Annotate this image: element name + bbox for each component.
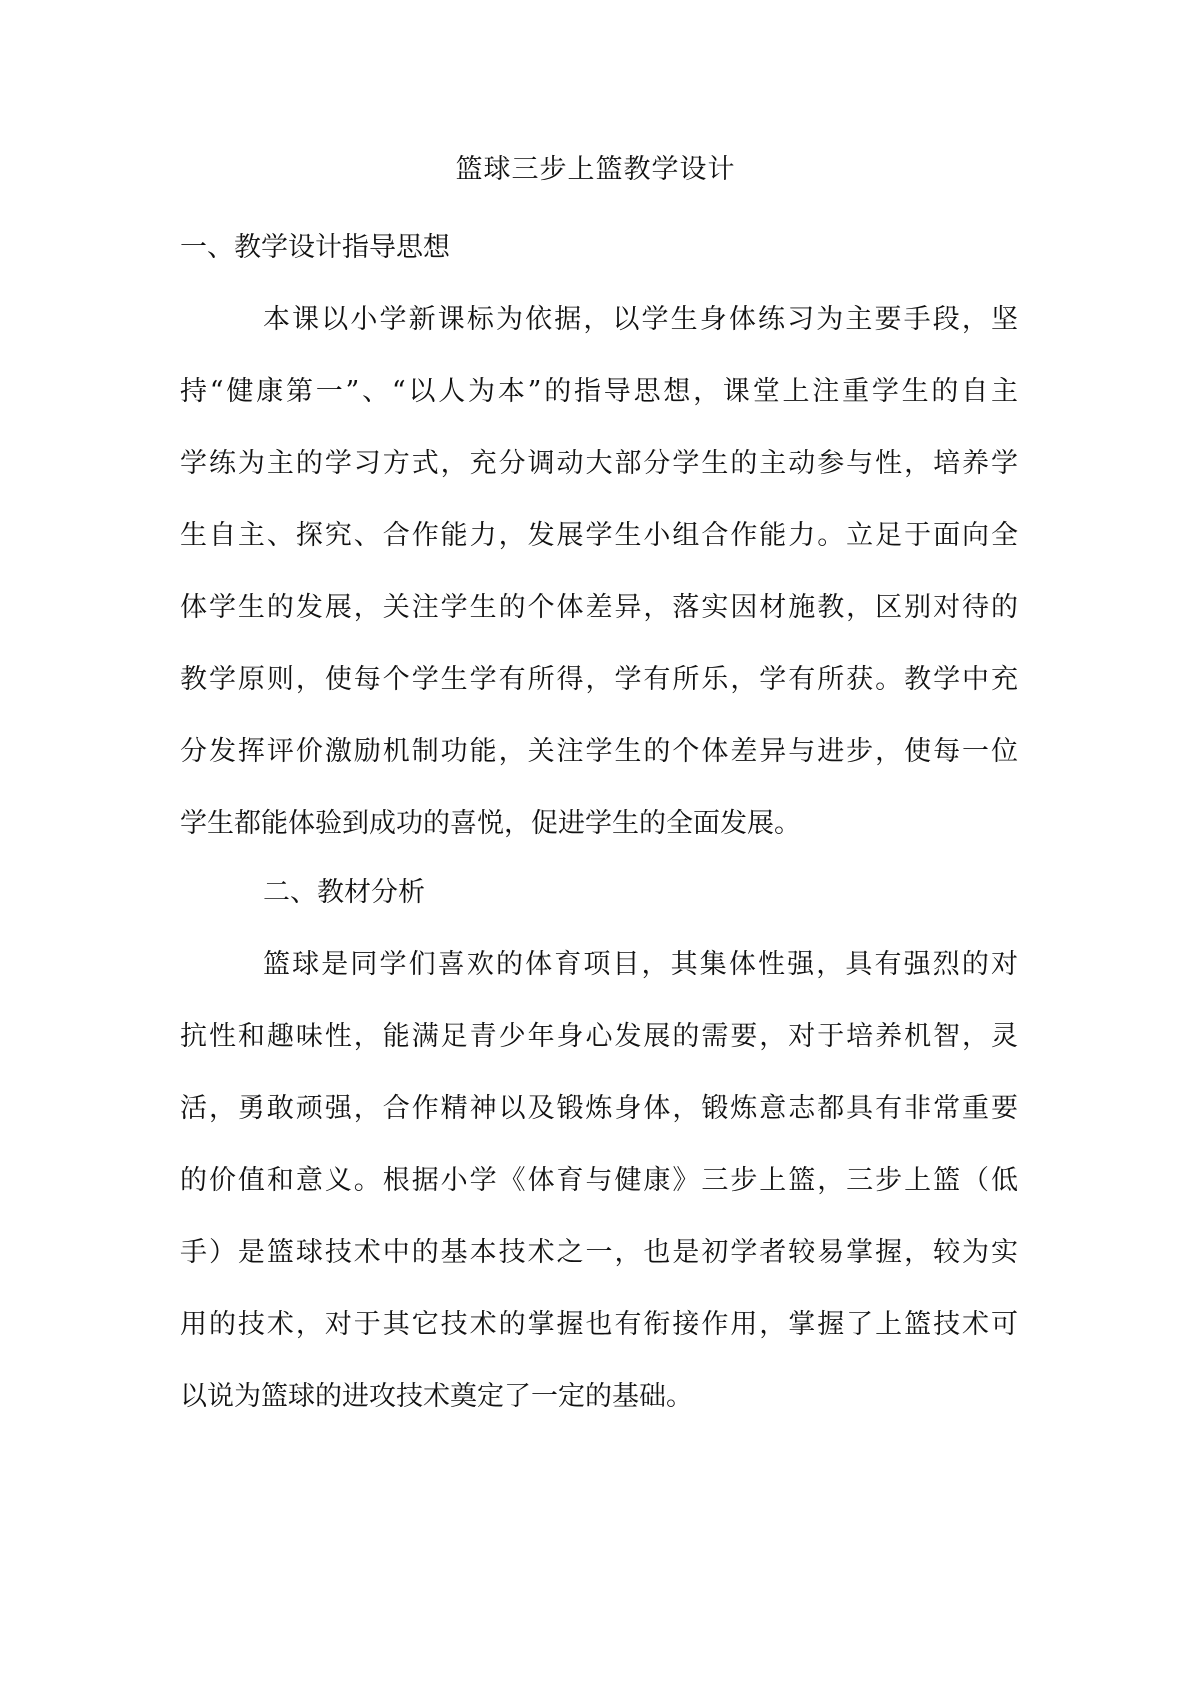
text-line: 用的技术，对于其它技术的掌握也有衔接作用，掌握了上篮技术可 [180,1309,1018,1340]
text-line: 生自主、探究、合作能力，发展学生小组合作能力。立足于面向全 [180,520,1018,551]
text-line: 分发挥评价激励机制功能，关注学生的个体差异与进步，使每一位 [180,736,1018,767]
text-line: 持“健康第一”、“以人为本”的指导思想，课堂上注重学生的自主 [180,376,1018,407]
paragraph-guiding-ideology [180,300,1018,876]
paragraph-material-analysis [180,945,1018,1449]
text-line: 体学生的发展，关注学生的个体差异，落实因材施教，区别对待的 [180,592,1018,623]
text-line: 教学原则，使每个学生学有所得，学有所乐，学有所获。教学中充 [180,664,1018,695]
text-line: 手）是篮球技术中的基本技术之一，也是初学者较易掌握，较为实 [180,1237,1018,1268]
section-heading-material-analysis: 二、教材分析 [263,877,425,908]
text-line: 学练为主的学习方式，充分调动大部分学生的主动参与性，培养学 [180,448,1018,479]
text-line: 本课以小学新课标为依据，以学生身体练习为主要手段，坚 [263,304,1018,335]
text-line: 抗性和趣味性，能满足青少年身心发展的需要，对于培养机智，灵 [180,1021,1018,1052]
section-heading-guiding-ideology: 一、教学设计指导思想 [180,232,450,263]
text-line: 活，勇敢顽强，合作精神以及锻炼身体，锻炼意志都具有非常重要 [180,1093,1018,1124]
text-line: 篮球是同学们喜欢的体育项目，其集体性强，具有强烈的对 [263,949,1018,980]
document-title: 篮球三步上篮教学设计 [455,154,736,185]
text-line: 学生都能体验到成功的喜悦，促进学生的全面发展。 [180,808,801,839]
text-line: 的价值和意义。根据小学《体育与健康》三步上篮，三步上篮（低 [180,1165,1018,1196]
text-line: 以说为篮球的进攻技术奠定了一定的基础。 [180,1381,693,1412]
